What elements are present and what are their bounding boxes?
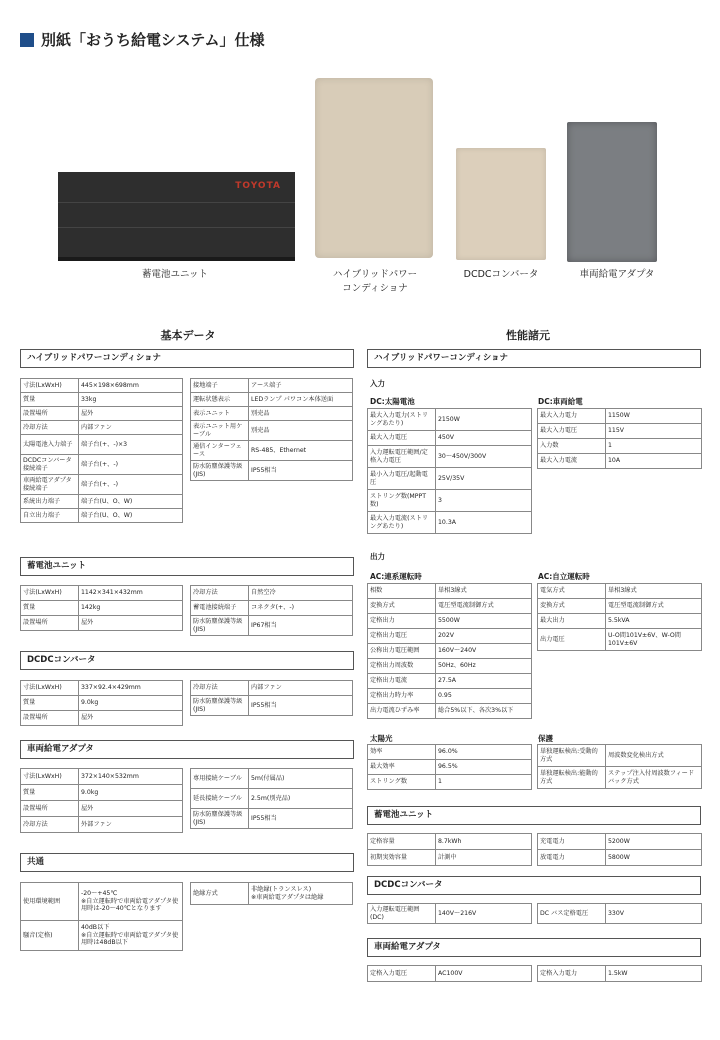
spec-key: 専用接続ケーブル — [191, 769, 249, 789]
table-row — [538, 767, 702, 789]
spec-key: DCDCコンバータ接続端子 — [21, 455, 79, 475]
table-row — [21, 817, 183, 833]
table-row — [538, 584, 702, 599]
table-row — [21, 769, 183, 785]
spec-key: 最大入力電圧 — [538, 424, 606, 439]
table-row — [21, 586, 183, 601]
spec-value: 5200W — [606, 834, 702, 850]
vehicle-adapter-image — [567, 122, 657, 262]
spec-key: 充電電力 — [538, 834, 606, 850]
table-row — [21, 681, 183, 696]
table-dc-vehicle — [537, 408, 702, 469]
spec-value: 単相3線式 — [606, 584, 702, 599]
table-row — [191, 461, 353, 481]
spec-key: 設置場所 — [21, 616, 79, 631]
spec-value: 5500W — [436, 614, 532, 629]
section-bar-right-adapter: 車両給電アダプタ — [367, 938, 701, 957]
table-row — [191, 393, 353, 407]
spec-key: 運転状態表示 — [191, 393, 249, 407]
spec-value: 内部ファン — [79, 421, 183, 435]
spec-key: 寸法(LxWxH) — [21, 586, 79, 601]
spec-key: 寸法(LxWxH) — [21, 769, 79, 785]
spec-key: 設置場所 — [21, 801, 79, 817]
spec-key: 冷却方法 — [191, 681, 249, 696]
table-row — [368, 512, 532, 534]
table-right-dcdc-b — [537, 903, 702, 924]
spec-key: 太陽電池入力端子 — [21, 435, 79, 455]
caption-dcdc-converter: DCDCコンバータ — [463, 269, 539, 280]
table-right-adapter-a — [367, 965, 532, 982]
battery-unit-image — [58, 172, 295, 261]
table-row — [368, 689, 532, 704]
spec-value: 337×92.4×429mm — [79, 681, 183, 696]
spec-value: LEDランプ パワコン本体送面 — [249, 393, 353, 407]
spec-value: 445×198×698mm — [79, 379, 183, 393]
spec-key: 定格出力 — [368, 614, 436, 629]
output-label: 出力 — [370, 552, 385, 561]
spec-key: ストリング数(MPPT数) — [368, 490, 436, 512]
spec-value: 端子台(+、-)×3 — [79, 435, 183, 455]
spec-value: 単相3線式 — [436, 584, 532, 599]
table-row — [368, 674, 532, 689]
power-conditioner-image — [315, 78, 433, 258]
spec-key: ストリング数 — [368, 775, 436, 790]
spec-key: 系統出力端子 — [21, 495, 79, 509]
table-row — [368, 834, 532, 850]
table-adapter-basic-a — [20, 768, 183, 833]
spec-value: 202V — [436, 629, 532, 644]
table-row — [538, 904, 702, 924]
table-row — [191, 809, 353, 829]
spec-key: 蓄電池接続端子 — [191, 601, 249, 616]
table-row — [191, 421, 353, 441]
spec-key: 定格出力電圧 — [368, 629, 436, 644]
spec-key: 防水防塵保護等級(JIS) — [191, 461, 249, 481]
spec-value: 3 — [436, 490, 532, 512]
page-title-text: 別紙「おうち給電システム」仕様 — [41, 31, 265, 49]
table-row — [368, 431, 532, 446]
spec-value: 9.0kg — [79, 785, 183, 801]
dc-solar-label: DC:太陽電池 — [370, 397, 415, 406]
spec-value: 別売品 — [249, 421, 353, 441]
spec-value: コネクタ(+、-) — [249, 601, 353, 616]
table-row — [368, 966, 532, 982]
spec-value: 140V～216V — [436, 904, 532, 924]
table-row — [21, 393, 183, 407]
spec-value: 50Hz、60Hz — [436, 659, 532, 674]
table-dc-solar — [367, 408, 532, 534]
table-row — [368, 614, 532, 629]
spec-key: 質量 — [21, 785, 79, 801]
spec-key: 使用環境範囲 — [21, 883, 79, 921]
spec-key: 車両給電アダプタ接続端子 — [21, 475, 79, 495]
spec-key: 入力数 — [538, 439, 606, 454]
spec-value: 450V — [436, 431, 532, 446]
caption-vehicle-adapter: 車両給電アダプタ — [579, 269, 655, 280]
table-row — [191, 441, 353, 461]
table-right-battery-a — [367, 833, 532, 866]
caption-power-conditioner: ハイブリッドパワー コンディショナ — [332, 269, 418, 294]
toyota-logo: TOYOTA — [235, 181, 281, 191]
spec-key: 出力電流ひずみ率 — [368, 704, 436, 719]
table-row — [368, 775, 532, 790]
solar-label: 太陽光 — [370, 734, 393, 743]
spec-key: 防水防塵保護等級(JIS) — [191, 616, 249, 636]
table-row — [368, 760, 532, 775]
spec-value: 96.5% — [436, 760, 532, 775]
spec-value: ステップ注入付周波数フィードバック方式 — [606, 767, 702, 789]
spec-value: 5800W — [606, 850, 702, 866]
spec-value: 8.7kWh — [436, 834, 532, 850]
spec-key: 効率 — [368, 745, 436, 760]
table-common-a — [20, 882, 183, 951]
table-row — [368, 850, 532, 866]
spec-value: 自然空冷 — [249, 586, 353, 601]
table-row — [538, 454, 702, 469]
table-pcs-basic-b — [190, 378, 353, 481]
spec-value: 5m(付属品) — [249, 769, 353, 789]
spec-key: 質量 — [21, 601, 79, 616]
spec-key: 定格出力電流 — [368, 674, 436, 689]
table-battery-basic-b — [190, 585, 353, 636]
spec-key: 入力運転電圧範囲(DC) — [368, 904, 436, 924]
spec-value: 10.3A — [436, 512, 532, 534]
table-row — [21, 785, 183, 801]
spec-value: 96.0% — [436, 745, 532, 760]
section-bar-right-pcs: ハイブリッドパワーコンディショナ — [367, 349, 701, 368]
spec-value: 1 — [436, 775, 532, 790]
table-row — [21, 601, 183, 616]
spec-key: 表示ユニット用ケーブル — [191, 421, 249, 441]
table-ac-self — [537, 583, 702, 651]
table-row — [538, 409, 702, 424]
page-title — [20, 29, 265, 50]
right-heading: 性能諸元 — [506, 329, 550, 342]
spec-key: 通信インターフェース — [191, 441, 249, 461]
spec-value: 25V/35V — [436, 468, 532, 490]
spec-value: 10A — [606, 454, 702, 469]
table-row — [538, 629, 702, 651]
spec-value: 端子台(+、-) — [79, 455, 183, 475]
spec-value: 0.95 — [436, 689, 532, 704]
table-row — [368, 599, 532, 614]
spec-value: 端子台(U、O、W) — [79, 509, 183, 523]
table-row — [538, 745, 702, 767]
input-label: 入力 — [370, 379, 385, 388]
spec-key: 定格入力電圧 — [368, 966, 436, 982]
spec-key: 質量 — [21, 393, 79, 407]
table-solar — [367, 744, 532, 790]
ac-grid-label: AC:連系運転時 — [370, 572, 422, 581]
section-bar-adapter: 車両給電アダプタ — [20, 740, 354, 759]
spec-value: 別売品 — [249, 407, 353, 421]
dc-vehicle-label: DC:車両給電 — [538, 397, 583, 406]
table-row — [21, 921, 183, 951]
table-right-battery-b — [537, 833, 702, 866]
table-row — [21, 883, 183, 921]
section-bar-dcdc: DCDCコンバータ — [20, 651, 354, 670]
spec-value: 1142×341×432mm — [79, 586, 183, 601]
spec-value: IP55相当 — [249, 809, 353, 829]
caption-battery-unit: 蓄電池ユニット — [141, 269, 209, 280]
table-dcdc-basic-a — [20, 680, 183, 726]
spec-value: U-O間101V±6V、W-O間101V±6V — [606, 629, 702, 651]
table-row — [21, 421, 183, 435]
table-row — [538, 439, 702, 454]
spec-key: 絶縁方式 — [191, 883, 249, 905]
spec-value: 2150W — [436, 409, 532, 431]
spec-value: 計測中 — [436, 850, 532, 866]
table-row — [21, 475, 183, 495]
table-row — [21, 379, 183, 393]
spec-key: 定格容量 — [368, 834, 436, 850]
spec-key: 初期実効容量 — [368, 850, 436, 866]
spec-key: 定格出力周波数 — [368, 659, 436, 674]
table-row — [191, 407, 353, 421]
table-row — [21, 455, 183, 475]
table-protection — [537, 744, 702, 789]
table-row — [191, 616, 353, 636]
spec-key: 接地端子 — [191, 379, 249, 393]
spec-key: 最大出力 — [538, 614, 606, 629]
spec-value: IP67相当 — [249, 616, 353, 636]
table-row — [538, 850, 702, 866]
table-row — [368, 584, 532, 599]
table-row — [191, 379, 353, 393]
spec-value: 端子台(U、O、W) — [79, 495, 183, 509]
spec-key: 最大入力電力(ストリングあたり) — [368, 409, 436, 431]
table-row — [368, 745, 532, 760]
spec-key: 最大入力電流 — [538, 454, 606, 469]
spec-value: 屋外 — [79, 407, 183, 421]
spec-value: 1.5kW — [606, 966, 702, 982]
spec-key: 定格入力電力 — [538, 966, 606, 982]
table-row — [538, 599, 702, 614]
spec-value: 総合5%以下、各次3%以下 — [436, 704, 532, 719]
spec-key: 公称出力電圧範囲 — [368, 644, 436, 659]
table-ac-grid — [367, 583, 532, 719]
spec-value: 27.5A — [436, 674, 532, 689]
spec-value: 40dB以下 ※自立運転時で車両給電アダプタ使用時は48dB以下 — [79, 921, 183, 951]
spec-value: AC100V — [436, 966, 532, 982]
table-right-adapter-b — [537, 965, 702, 982]
spec-key: 冷却方法 — [191, 586, 249, 601]
table-adapter-basic-b — [190, 768, 353, 829]
section-bar-common: 共通 — [20, 853, 354, 872]
protection-label: 保護 — [538, 734, 553, 743]
table-row — [538, 614, 702, 629]
table-row — [368, 490, 532, 512]
spec-value: 1150W — [606, 409, 702, 424]
spec-key: 入力運転電圧範囲/定格入力電圧 — [368, 446, 436, 468]
spec-key: 定格出力時力率 — [368, 689, 436, 704]
spec-key: 設置場所 — [21, 407, 79, 421]
title-square-icon — [20, 33, 34, 47]
spec-value: 端子台(+、-) — [79, 475, 183, 495]
spec-value: 内部ファン — [249, 681, 353, 696]
spec-key: 単独運転検出:受動的方式 — [538, 745, 606, 767]
table-row — [21, 407, 183, 421]
table-row — [21, 616, 183, 631]
spec-value: 33kg — [79, 393, 183, 407]
spec-value: IP55相当 — [249, 461, 353, 481]
spec-key: 延長接続ケーブル — [191, 789, 249, 809]
spec-value: 周波数変化検出方式 — [606, 745, 702, 767]
table-row — [191, 769, 353, 789]
spec-key: 設置場所 — [21, 711, 79, 726]
spec-key: 最大効率 — [368, 760, 436, 775]
table-right-dcdc-a — [367, 903, 532, 924]
table-row — [368, 629, 532, 644]
table-row — [191, 883, 353, 905]
table-row — [21, 509, 183, 523]
spec-key: 防水防塵保護等級(JIS) — [191, 696, 249, 716]
table-row — [21, 801, 183, 817]
spec-value: 屋外 — [79, 801, 183, 817]
spec-key: 単独運転検出:能動的方式 — [538, 767, 606, 789]
left-heading: 基本データ — [160, 329, 216, 342]
spec-key: 表示ユニット — [191, 407, 249, 421]
table-row — [538, 834, 702, 850]
table-row — [191, 789, 353, 809]
spec-key: 質量 — [21, 696, 79, 711]
table-row — [21, 711, 183, 726]
table-row — [368, 409, 532, 431]
table-row — [191, 681, 353, 696]
spec-value: 372×140×532mm — [79, 769, 183, 785]
table-row — [368, 704, 532, 719]
spec-value: 外部ファン — [79, 817, 183, 833]
table-row — [368, 468, 532, 490]
spec-key: 冷却方法 — [21, 817, 79, 833]
spec-value: 2.5m(別売品) — [249, 789, 353, 809]
section-bar-battery: 蓄電池ユニット — [20, 557, 354, 576]
table-pcs-basic-a — [20, 378, 183, 523]
section-bar-right-battery: 蓄電池ユニット — [367, 806, 701, 825]
spec-value: 屋外 — [79, 616, 183, 631]
table-row — [368, 904, 532, 924]
spec-key: 騒音(定格) — [21, 921, 79, 951]
table-common-b — [190, 882, 353, 905]
spec-key: 防水防塵保護等級(JIS) — [191, 809, 249, 829]
spec-key: 最大入力電力 — [538, 409, 606, 424]
spec-key: 寸法(LxWxH) — [21, 681, 79, 696]
table-row — [21, 435, 183, 455]
spec-value: 30～450V/300V — [436, 446, 532, 468]
spec-key: 冷却方法 — [21, 421, 79, 435]
spec-key: 寸法(LxWxH) — [21, 379, 79, 393]
table-row — [21, 696, 183, 711]
dcdc-converter-image — [456, 148, 546, 260]
table-row — [368, 446, 532, 468]
spec-value: 115V — [606, 424, 702, 439]
ac-self-label: AC:自立運転時 — [538, 572, 590, 581]
spec-value: 電圧型電流制御方式 — [606, 599, 702, 614]
spec-value: 電圧型電流制御方式 — [436, 599, 532, 614]
spec-value: 9.0kg — [79, 696, 183, 711]
spec-value: 142kg — [79, 601, 183, 616]
spec-key: 相数 — [368, 584, 436, 599]
table-battery-basic-a — [20, 585, 183, 631]
spec-value: 1 — [606, 439, 702, 454]
table-row — [191, 696, 353, 716]
spec-key: 最大入力電圧 — [368, 431, 436, 446]
table-row — [191, 586, 353, 601]
spec-key: 最小入力電圧/起動電圧 — [368, 468, 436, 490]
spec-value: 非絶縁(トランスレス) ※車両給電アダプタは絶縁 — [249, 883, 353, 905]
spec-value: アース端子 — [249, 379, 353, 393]
spec-value: 330V — [606, 904, 702, 924]
spec-value: -20～+45℃ ※自立運転時で車両給電アダプタ使用時は-20～40℃となります — [79, 883, 183, 921]
table-dcdc-basic-b — [190, 680, 353, 716]
table-row — [21, 495, 183, 509]
section-bar-pcs: ハイブリッドパワーコンディショナ — [20, 349, 354, 368]
section-bar-right-dcdc: DCDCコンバータ — [367, 876, 701, 895]
spec-value: RS-485、Ethernet — [249, 441, 353, 461]
table-row — [538, 424, 702, 439]
spec-key: 放電電力 — [538, 850, 606, 866]
table-row — [368, 659, 532, 674]
table-row — [368, 644, 532, 659]
spec-key: DC バス定格電圧 — [538, 904, 606, 924]
spec-value: 160V～240V — [436, 644, 532, 659]
spec-value: IP55相当 — [249, 696, 353, 716]
spec-key: 出力電圧 — [538, 629, 606, 651]
spec-key: 最大入力電流(ストリングあたり) — [368, 512, 436, 534]
table-row — [538, 966, 702, 982]
spec-key: 電気方式 — [538, 584, 606, 599]
spec-value: 屋外 — [79, 711, 183, 726]
spec-value: 5.5kVA — [606, 614, 702, 629]
table-row — [191, 601, 353, 616]
spec-key: 自立出力端子 — [21, 509, 79, 523]
spec-key: 変換方式 — [538, 599, 606, 614]
spec-key: 変換方式 — [368, 599, 436, 614]
